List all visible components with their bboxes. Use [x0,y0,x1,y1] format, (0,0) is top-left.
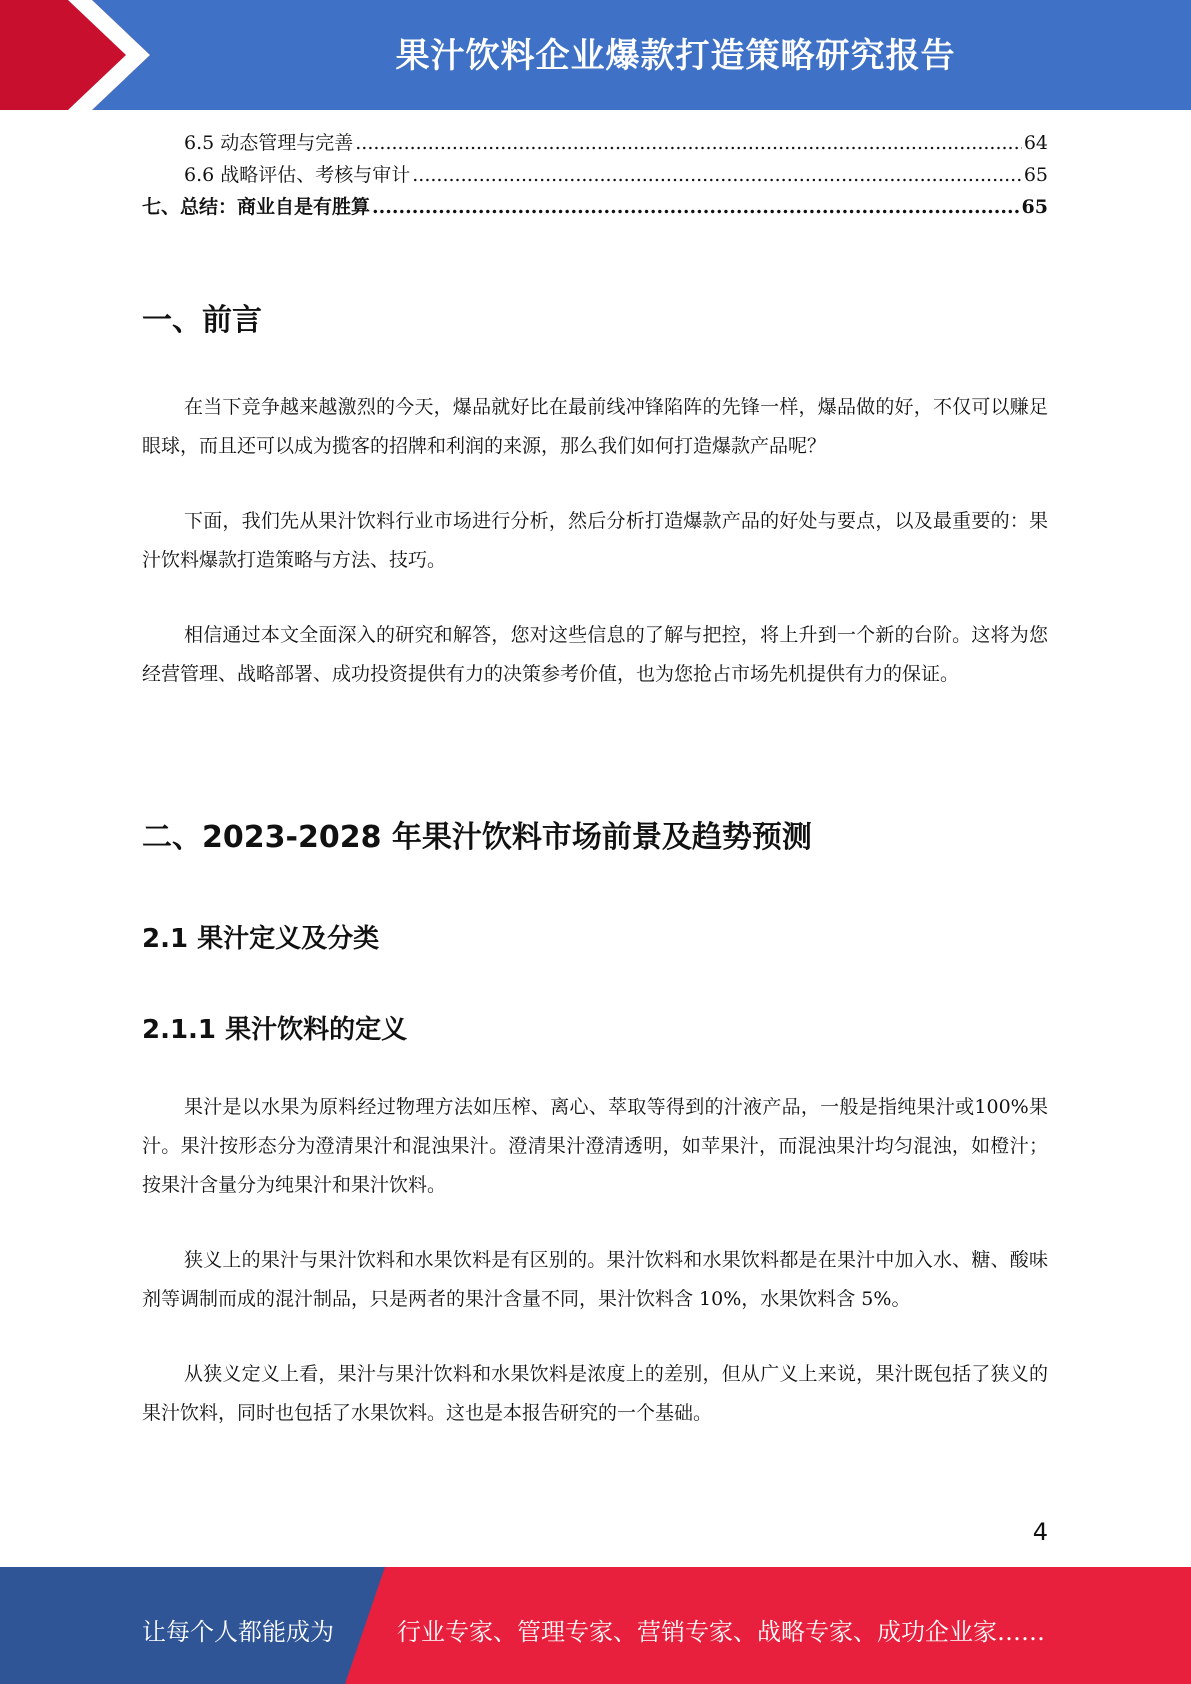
page-number: 4 [1032,1518,1048,1546]
toc-entry-page: 65 [1021,196,1048,218]
section-heading-market: 二、2023-2028 年果汁饮料市场前景及趋势预测 [142,820,812,855]
footer-slogan-left: 让每个人都能成为 [142,1618,334,1646]
subsection-heading-2-1-1: 2.1.1 果汁饮料的定义 [142,1015,408,1045]
definition-paragraph-3: 从狭义定义上看，果汁与果汁饮料和水果饮料是浓度上的差别，但从广义上来说，果汁既包括了狭义的果汁饮料，同时也包括了水果饮料。这也是本报告研究的一个基础。 [142,1363,1048,1424]
toc-leader [355,132,1022,154]
toc-entry-page: 64 [1023,132,1048,154]
report-title: 果汁饮料企业爆款打造策略研究报告 [395,36,956,76]
preface-paragraph-3: 相信通过本文全面深入的研究和解答，您对这些信息的了解与把控，将上升到一个新的台阶。这将为您经营管理、战略部署、成功投资提供有力的决策参考价值，也为您抢占市场先机提供有力的保证。 [142,624,1048,685]
definition-paragraph-1: 果汁是以水果为原料经过物理方法如压榨、离心、萃取等得到的汁液产品，一般是指纯果汁或100%果汁。果汁按形态分为澄清果汁和混浊果汁。澄清果汁澄清透明，如苹果汁，而混浊果汁均匀混浊，如橙汁；按果汁含量分为纯果汁和果汁饮料。 [142,1096,1048,1196]
preface-paragraph-1: 在当下竞争越来越激烈的今天，爆品就好比在最前线冲锋陷阵的先锋一样，爆品做的好，不仅可以赚足眼球，而且还可以成为揽客的招牌和利润的来源，那么我们如何打造爆款产品呢？ [142,396,1048,457]
toc-entry[interactable] [142,192,1048,224]
toc-entry[interactable] [142,128,1048,160]
toc-leader [412,164,1022,186]
definition-paragraph-2: 狭义上的果汁与果汁饮料和水果饮料是有区别的。果汁饮料和水果饮料都是在果汁中加入水、糖、酸味剂等调制而成的混汁制品，只是两者的果汁含量不同，果汁饮料含 10%，水果饮料含 5%。 [142,1249,1048,1310]
toc-entry-page: 65 [1023,164,1048,186]
page-header [0,0,1191,110]
section-heading-preface: 一、前言 [142,303,262,338]
toc-entry-label: 6.5 动态管理与完善 [184,132,354,154]
subsection-heading-2-1: 2.1 果汁定义及分类 [142,924,380,954]
page-footer [0,1567,1191,1684]
toc-entry-label: 七、总结：商业自是有胜算 [142,196,371,218]
toc-entry[interactable] [142,160,1048,192]
table-of-contents [142,128,1048,224]
toc-leader [372,196,1020,218]
toc-entry-label: 6.6 战略评估、考核与审计 [184,164,411,186]
footer-slogan-right: 行业专家、管理专家、营销专家、战略专家、成功企业家…… [397,1618,1045,1646]
preface-paragraph-2: 下面，我们先从果汁饮料行业市场进行分析，然后分析打造爆款产品的好处与要点，以及最重要的：果汁饮料爆款打造策略与方法、技巧。 [142,510,1048,571]
